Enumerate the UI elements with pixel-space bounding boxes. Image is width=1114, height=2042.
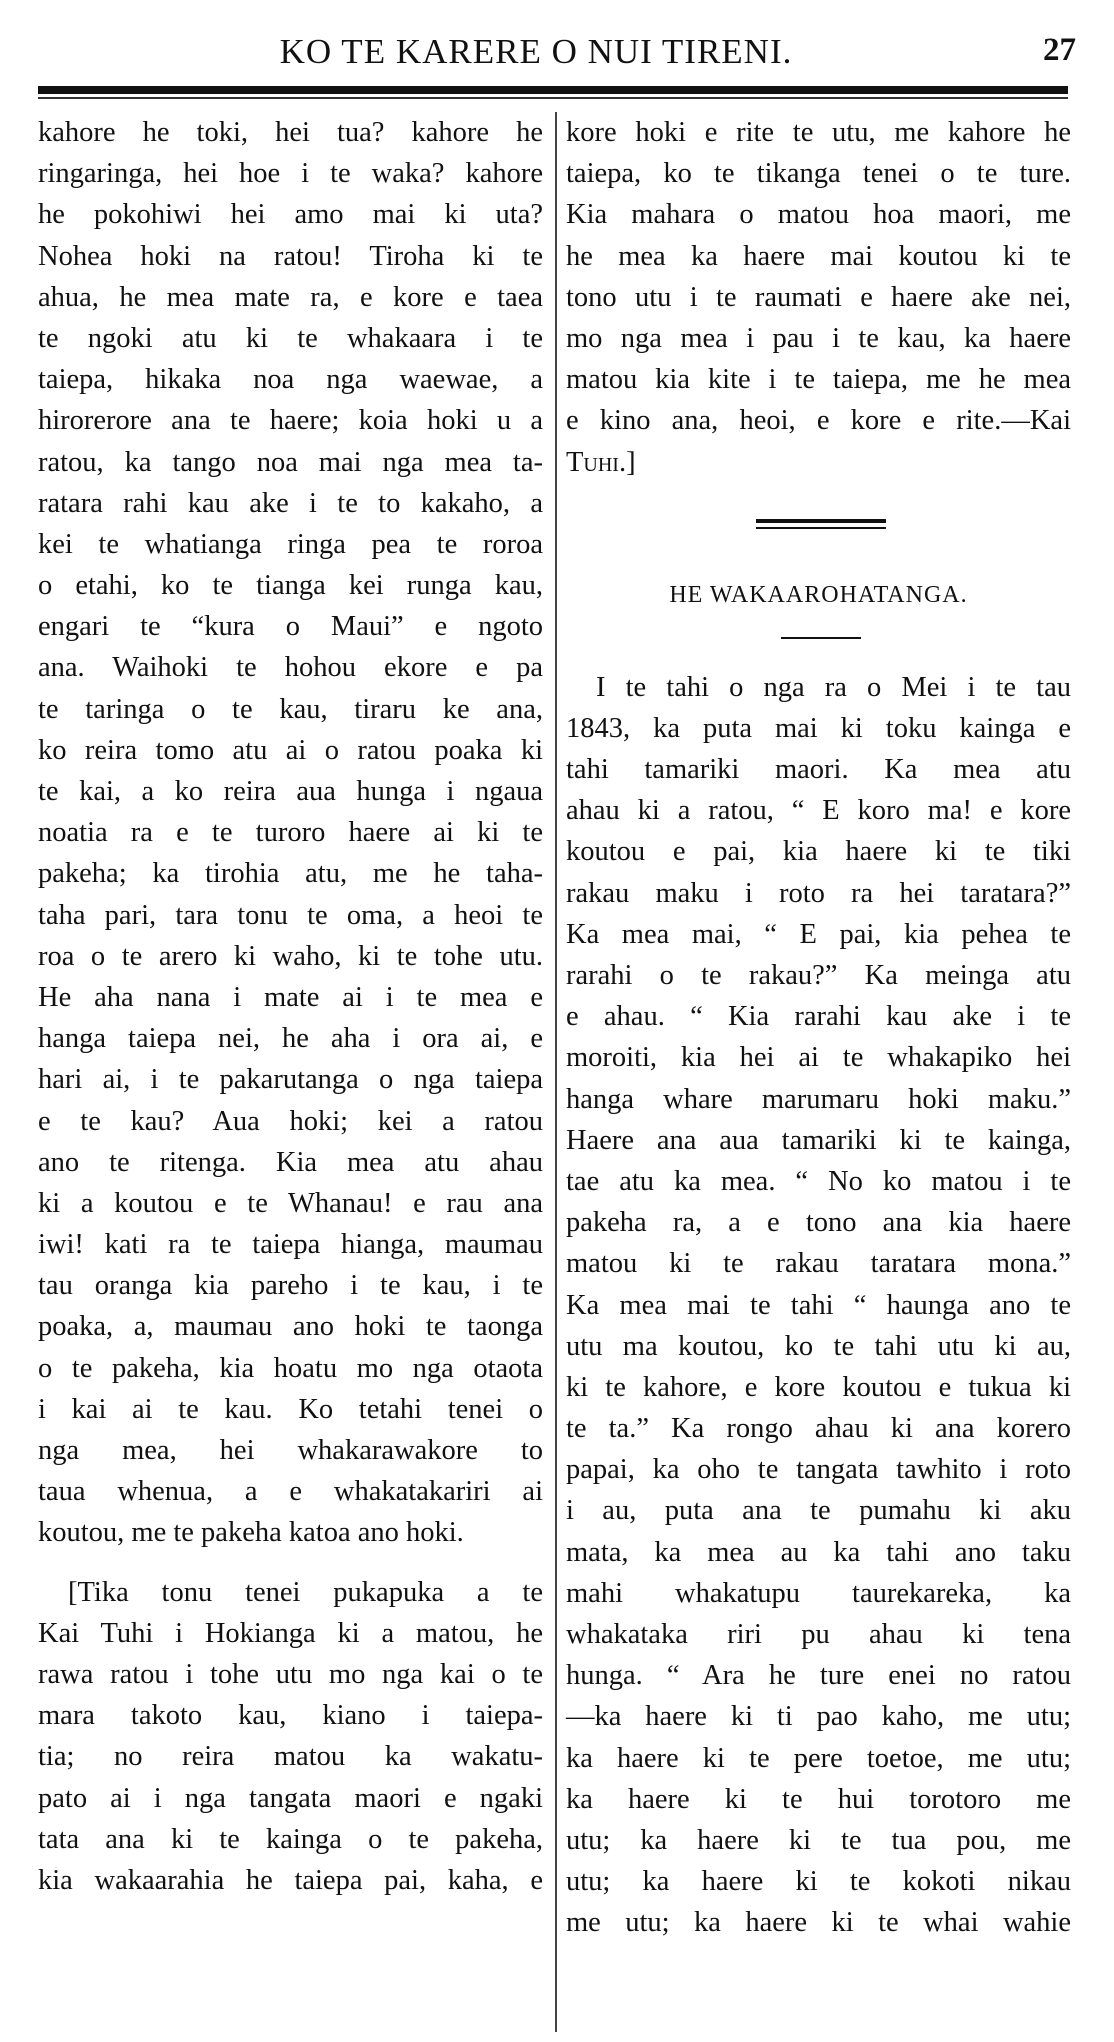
text-line: —ka haere ki ti pao kaho, me utu; <box>566 1701 1071 1733</box>
text-line: mo nga mea i pau i te kau, ka haere <box>566 322 1071 354</box>
text-line: matou kia kite i te taiepa, me he mea <box>566 364 1071 396</box>
text-line: o te pakeha, kia hoatu mo nga otaota <box>38 1352 543 1384</box>
text-line: tahi tamariki maori. Ka mea atu <box>566 754 1071 786</box>
text-line: i au, puta ana te pumahu ki aku <box>566 1495 1071 1527</box>
text-line: poaka, a, maumau ano hoki te taonga <box>38 1311 543 1343</box>
text-line: Ka mea mai te tahi “ haunga ano te <box>566 1289 1071 1321</box>
right-paragraph-1 <box>566 112 1071 442</box>
text-line: rarahi o te rakau?” Ka meinga atu <box>566 960 1071 991</box>
page-header <box>36 22 1076 82</box>
text-line: ratou, ka tango noa mai nga mea ta- <box>38 446 543 478</box>
text-line: ano te ritenga. Kia mea atu ahau <box>38 1146 543 1178</box>
text-line: utu; ka haere ki te kokoti nikau <box>566 1866 1071 1898</box>
text-line: Haere ana aua tamariki ki te kainga, <box>566 1124 1071 1156</box>
text-line: he mea ka haere mai koutou ki te <box>566 240 1071 272</box>
text-line: engari te “kura o Maui” e ngoto <box>38 611 543 643</box>
text-line: roa o te arero ki waho, ki te tohe utu. <box>38 940 543 972</box>
text-line: kei te whatianga ringa pea te roroa <box>38 528 543 560</box>
text-line: mahi whakatupu taurekareka, ka <box>566 1577 1071 1609</box>
text-line: moroiti, kia hei ai te whakapiko hei <box>566 1042 1071 1074</box>
text-line: e te kau? Aua hoki; kei a ratou <box>38 1105 543 1137</box>
text-line: tono utu i te raumati e haere ake nei, <box>566 281 1071 313</box>
text-line: o etahi, ko te tianga kei runga kau, <box>38 570 543 602</box>
text-line: taiepa, ko te tikanga tenei o te ture. <box>566 158 1071 190</box>
text-line: tia; no reira matou ka wakatu- <box>38 1741 543 1773</box>
text-line: koutou e pai, kia haere ki te tiki <box>566 836 1071 868</box>
text-line: Kia mahara o matou hoa maori, me <box>566 199 1071 231</box>
text-line: ringaringa, hei hoe i te waka? kahore <box>38 158 543 190</box>
right-column <box>566 112 1071 1944</box>
text-line: rakau maku i roto ra hei taratara?” <box>566 877 1071 909</box>
text-line: kahore he toki, hei tua? kahore he <box>38 117 543 148</box>
text-line: Nohea hoki na ratou! Tiroha ki te <box>38 240 543 272</box>
text-line: e ahau. “ Kia rarahi kau ake i te <box>566 1001 1071 1033</box>
text-line: Ka mea mai, “ E pai, kia pehea te <box>566 918 1071 950</box>
text-line: pato ai i nga tangata maori e ngaki <box>38 1782 543 1814</box>
text-line: whakataka riri pu ahau ki tena <box>566 1619 1071 1650</box>
text-line: iwi! kati ra te taiepa hianga, maumau <box>38 1229 543 1261</box>
text-line: mara takoto kau, kiano i taiepa- <box>38 1700 543 1732</box>
text-line: 1843, ka puta mai ki toku kainga e <box>566 712 1071 744</box>
text-line: mata, ka mea au ka tahi ano taku <box>566 1536 1071 1568</box>
author-signature: Tuhi.] <box>566 446 636 478</box>
text-line: hanga whare marumaru hoki maku.” <box>566 1083 1071 1115</box>
text-line: taha pari, tara tonu te oma, a heoi te <box>38 899 543 931</box>
text-line: ki a koutou e te Whanau! e rau ana <box>38 1187 543 1219</box>
header-rule-thin <box>38 97 1068 99</box>
text-line: He aha nana i mate ai i te mea e <box>38 981 543 1013</box>
text-line: taiepa, hikaka noa nga waewae, a <box>38 364 543 396</box>
text-line: Kai Tuhi i Hokianga ki a matou, he <box>38 1617 543 1649</box>
text-line: te taringa o te kau, tiraru ke ana, <box>38 693 543 725</box>
text-line: tau oranga kia pareho i te kau, i te <box>38 1270 543 1302</box>
text-line: ratara rahi kau ake i te to kakaho, a <box>38 487 543 519</box>
paragraph-gap <box>38 1554 543 1572</box>
text-line: taua whenua, a e whakatakariri ai <box>38 1476 543 1508</box>
text-line: ana. Waihoki te hohou ekore e pa <box>38 652 543 684</box>
left-column <box>38 112 543 1901</box>
text-line: ahau ki a ratou, “ E koro ma! e kore <box>566 795 1071 827</box>
column-divider <box>555 112 557 2032</box>
running-title: KO TE KARERE O NUI TIRENI. <box>279 32 793 71</box>
text-line: pakeha; ka tirohia atu, me he taha- <box>38 858 543 890</box>
right-paragraph-2 <box>566 667 1071 1944</box>
section-heading: HE WAKAAROHATANGA. <box>669 581 968 608</box>
text-line: ka haere ki te pere toetoe, me utu; <box>566 1742 1071 1774</box>
left-paragraph-1 <box>38 112 543 1554</box>
text-line: tata ana ki te kainga o te pakeha, <box>38 1823 543 1855</box>
text-line: tae atu ka mea. “ No ko matou i te <box>566 1165 1071 1197</box>
section-rule-thick <box>756 519 886 523</box>
text-line: hirorerore ana te haere; koia hoki u a <box>38 405 543 437</box>
text-line: koutou, me te pakeha katoa ano hoki. <box>38 1517 464 1549</box>
text-line: hari ai, i te pakarutanga o nga taiepa <box>38 1064 543 1096</box>
text-line: e kino ana, heoi, e kore e rite.—Kai <box>566 405 1071 437</box>
heading-underline <box>566 617 1071 667</box>
text-line: ka haere ki te hui torotoro me <box>566 1783 1071 1815</box>
text-line: hunga. “ Ara he ture enei no ratou <box>566 1660 1071 1692</box>
text-line: utu; ka haere ki te tua pou, me <box>566 1824 1071 1856</box>
text-line: he pokohiwi hei amo mai ki uta? <box>38 199 543 231</box>
page-number: 27 <box>1043 32 1076 68</box>
text-line: i kai ai te kau. Ko tetahi tenei o <box>38 1393 543 1425</box>
text-line: te ngoki atu ki te whakaara i te <box>38 322 543 354</box>
text-line: te kai, a ko reira aua hunga i ngaua <box>38 776 543 807</box>
text-line: rawa ratou i tohe utu mo nga kai o te <box>38 1658 543 1690</box>
text-line: I te tahi o nga ra o Mei i te tau <box>596 671 1071 703</box>
text-line: kia wakaarahia he taiepa pai, kaha, e <box>38 1864 543 1896</box>
heading-short-rule <box>781 637 861 639</box>
text-line: hanga taiepa nei, he aha i ora ai, e <box>38 1023 543 1055</box>
text-line: kore hoki e rite te utu, me kahore he <box>566 117 1071 148</box>
text-line: me utu; ka haere ki te whai wahie <box>566 1907 1071 1939</box>
text-line: utu ma koutou, ko te tahi utu ki au, <box>566 1330 1071 1362</box>
section-rule-thin <box>756 527 886 529</box>
text-line: ko reira tomo atu ai o ratou poaka ki <box>38 734 543 766</box>
text-line: te ta.” Ka rongo ahau ki ana korero <box>566 1413 1071 1445</box>
text-line: papai, ka oho te tangata tawhito i roto <box>566 1454 1071 1486</box>
text-line: nga mea, hei whakarawakore to <box>38 1435 543 1466</box>
right-paragraph-1-last-line <box>566 442 1071 483</box>
text-line: matou ki te rakau taratara mona.” <box>566 1248 1071 1280</box>
text-line: pakeha ra, a e tono ana kia haere <box>566 1207 1071 1239</box>
text-line: ahua, he mea mate ra, e kore e taea <box>38 281 543 313</box>
section-divider <box>566 483 1071 573</box>
left-paragraph-2 <box>38 1572 543 1902</box>
header-rule-thick <box>38 86 1068 94</box>
text-line: [Tika tonu tenei pukapuka a te <box>68 1576 543 1608</box>
text-line: ki te kahore, e kore koutou e tukua ki <box>566 1371 1071 1403</box>
text-line: noatia ra e te turoro haere ai ki te <box>38 817 543 849</box>
